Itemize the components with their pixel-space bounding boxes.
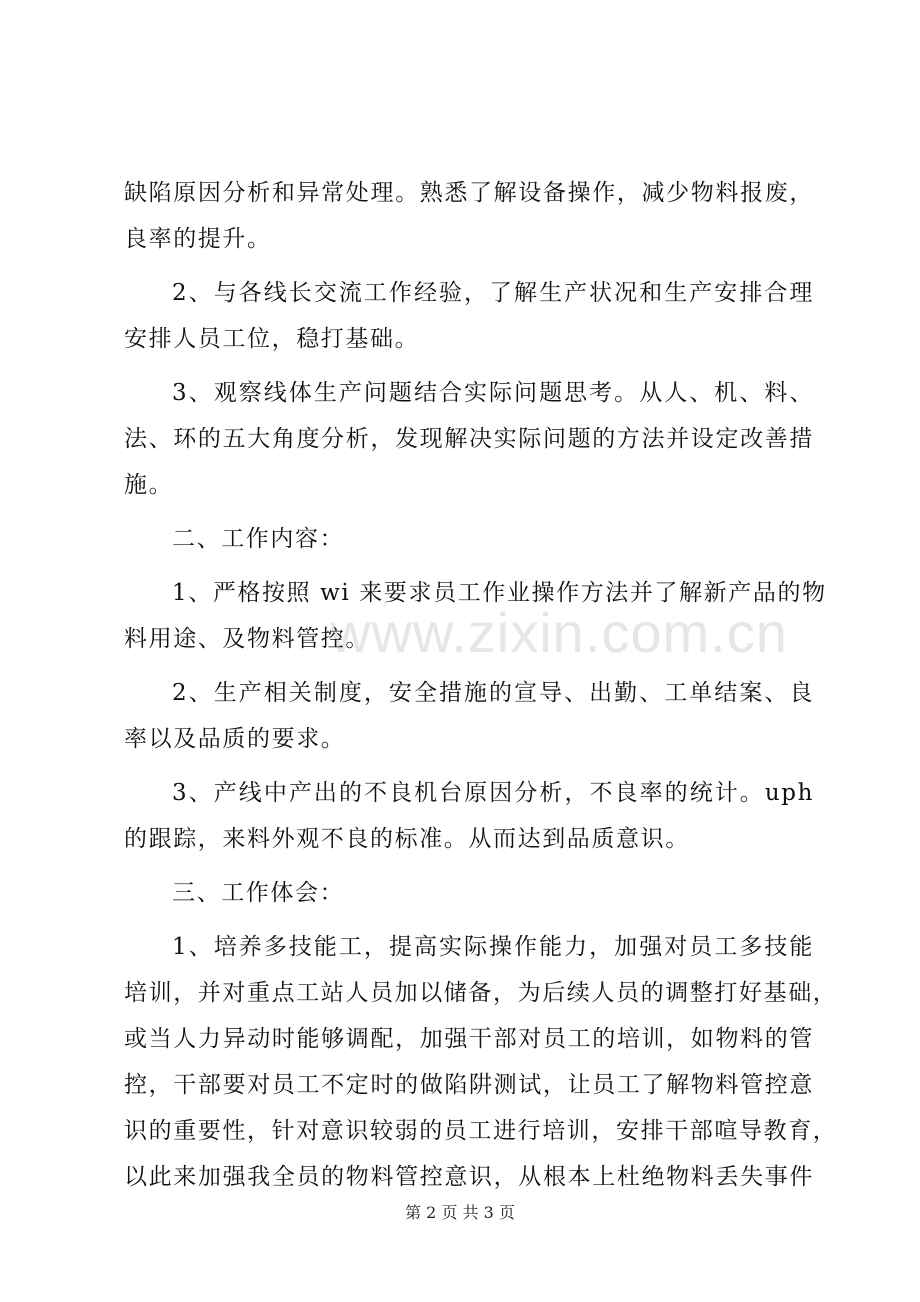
text-line: 安排人员工位，稳打基础。 <box>124 326 420 352</box>
text-line: 施。 <box>124 472 174 498</box>
text-line: 以此来加强我全员的物料管控意识，从根本上杜绝物料丢失事件 <box>124 1164 814 1190</box>
text-line: 率以及品质的要求。 <box>124 726 346 752</box>
document-body <box>124 170 838 1200</box>
section-heading: 二、工作内容： <box>172 526 345 552</box>
watermark: www.zixin.com.cn <box>330 601 788 664</box>
text-line: 或当人力异动时能够调配，加强干部对员工的培训，如物料的管 <box>124 1026 814 1052</box>
paragraph-line: 3、产线中产出的不良机台原因分析，不良率的统计。uph <box>172 780 814 806</box>
page-footer: 第 2 页 共 3 页 <box>405 1203 515 1222</box>
text-line: 良率的提升。 <box>124 226 272 252</box>
paragraph-line: 3、观察线体生产问题结合实际问题思考。从人、机、料、 <box>172 380 814 406</box>
paragraph-line: 1、培养多技能工，提高实际操作能力，加强对员工多技能 <box>172 934 814 960</box>
text-line: 法、环的五大角度分析，发现解决实际问题的方法并设定改善措 <box>124 426 814 452</box>
text-line: 控，干部要对员工不定时的做陷阱测试，让员工了解物料管控意 <box>124 1072 814 1098</box>
paragraph-line: 2、与各线长交流工作经验，了解生产状况和生产安排合理 <box>172 280 814 306</box>
paragraph-line: 2、生产相关制度，安全措施的宣导、出勤、工单结案、良 <box>172 680 814 706</box>
text-line: 缺陷原因分析和异常处理。熟悉了解设备操作，减少物料报废， <box>124 180 814 206</box>
text-line: 识的重要性，针对意识较弱的员工进行培训，安排干部喧导教育， <box>124 1118 838 1144</box>
text-line: 的跟踪，来料外观不良的标准。从而达到品质意识。 <box>124 826 690 852</box>
paragraph-line: 1、严格按照 wi 来要求员工作业操作方法并了解新产品的物 <box>172 580 827 606</box>
section-heading: 三、工作体会： <box>172 880 345 906</box>
text-line: 料用途、及物料管控。 <box>124 626 370 652</box>
text-line: 培训，并对重点工站人员加以储备，为后续人员的调整打好基础， <box>124 980 838 1006</box>
